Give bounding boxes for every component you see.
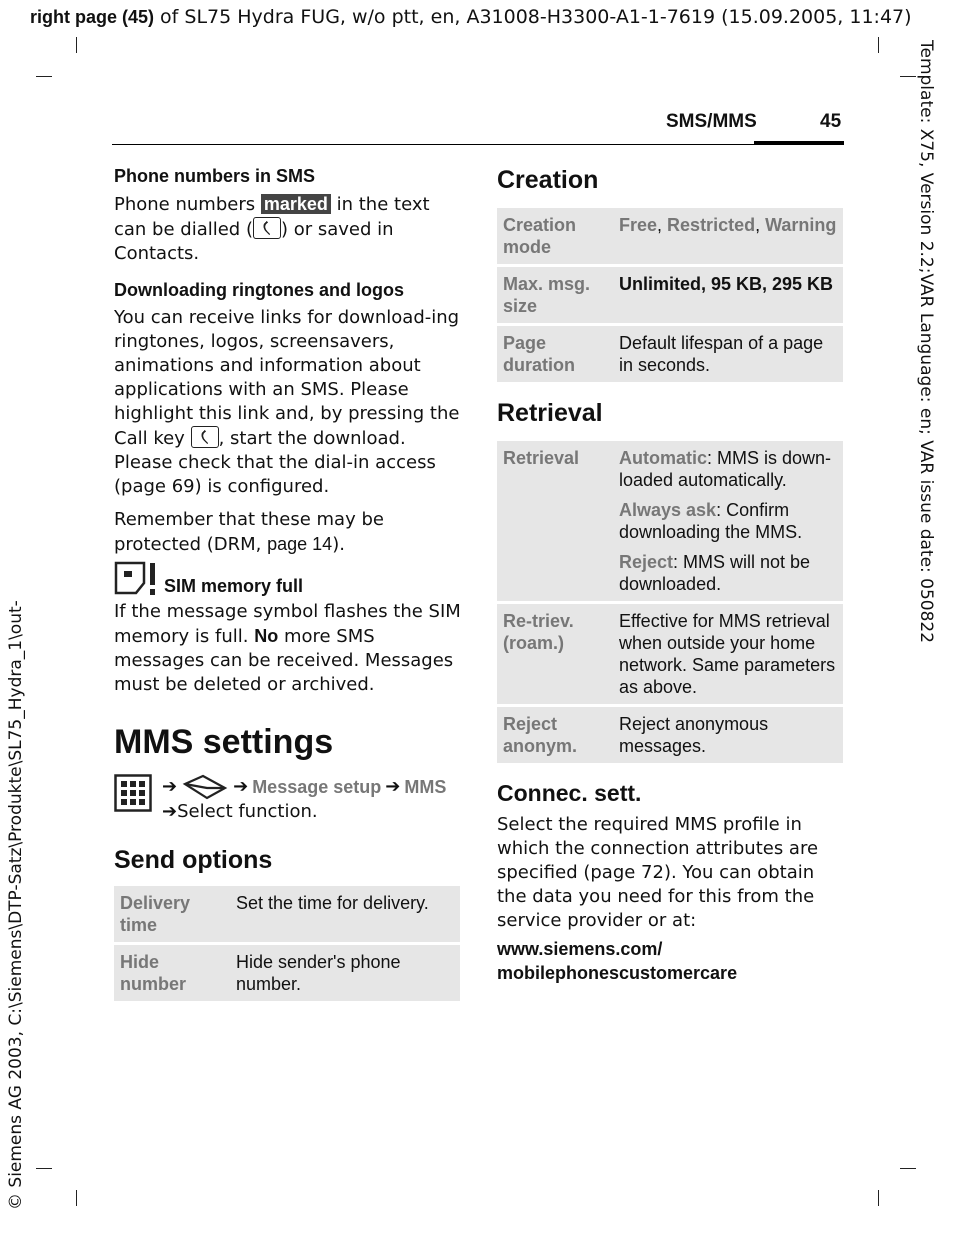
menu-item-mms: MMS: [404, 777, 447, 797]
menu-item-message-setup: Message setup: [252, 777, 382, 797]
retrieval-roaming-value: Effective for MMS retrieval when outside your home network. Same parameters as above.: [613, 604, 843, 704]
menu-navigation: [114, 774, 464, 824]
hide-number-key: Hide number: [114, 945, 230, 1001]
print-info-text: of SL75 Hydra FUG, w/o ptt, en, A31008-H3300-A1-1-7619 (15.09.2005, 11:47): [154, 6, 912, 28]
sim-memory-paragraph: If the message symbol flashes the SIM memory is full. No more SMS messages can be received. Messages must be deleted or archived.: [114, 601, 461, 695]
table-row: [497, 267, 843, 323]
call-key-icon: [253, 217, 281, 239]
no-emphasis: No: [254, 626, 279, 646]
arrow-icon: ➔: [162, 801, 178, 822]
table-row: [497, 208, 843, 264]
sim-memory-heading: SIM memory full: [164, 576, 304, 596]
crop-mark: [76, 1190, 77, 1206]
ringtones-paragraph: You can receive links for download-ing ringtones, logos, screensavers, animations and information about applications with an SMS. Please highlight this link and, by pressing the Call key , start the download. Please check that the dial-in access (page 69) is configured.: [114, 307, 460, 497]
sim-memory-heading-row: [114, 561, 464, 597]
creation-mode-value: Free, Restricted, Warning: [613, 208, 843, 264]
delivery-time-value: Set the time for delivery.: [230, 886, 460, 942]
header-rule: [112, 144, 844, 145]
table-row: [497, 326, 843, 382]
hide-number-value: Hide sender's phone number.: [230, 945, 460, 1001]
connection-settings-title: Connec. sett.: [497, 780, 642, 806]
siemens-url[interactable]: www.siemens.com/ mobilephonescustomercare: [497, 939, 738, 983]
page-number: 45: [820, 111, 842, 132]
retrieval-value: Automatic: MMS is down-loaded automatically. Always ask: Confirm downloading the MMS. Reject: MMS will not be downloaded.: [613, 441, 843, 601]
header-rule-thick: [754, 141, 844, 145]
drm-paragraph: Remember that these may be protected (DRM, page 14).: [114, 509, 384, 555]
mms-settings-title: MMS settings: [114, 723, 334, 761]
table-row: [497, 441, 843, 601]
table-row: [114, 945, 460, 1001]
connection-settings-paragraph: Select the required MMS profile in which the connection attributes are specified (page 72). You can obtain the data you need for this from the service provider or at:: [497, 814, 819, 931]
table-row: [497, 604, 843, 704]
crop-mark: [36, 76, 52, 77]
creation-title: Creation: [497, 166, 599, 194]
retrieval-roaming-key: Re-triev.(roam.): [497, 604, 613, 704]
crop-mark: [36, 1168, 52, 1169]
send-options-title: Send options: [114, 846, 273, 874]
delivery-time-key: Delivery time: [114, 886, 230, 942]
ringtones-heading: Downloading ringtones and logos: [114, 280, 404, 300]
print-info-bar: [30, 6, 912, 28]
page-duration-key: Page duration: [497, 326, 613, 382]
phone-numbers-paragraph: Phone numbers marked in the text can be dialled ( ) or saved in Contacts.: [114, 194, 430, 264]
right-column: [497, 166, 843, 985]
table-row: [497, 707, 843, 763]
table-row: [114, 886, 460, 942]
reject-option: Reject: [619, 552, 674, 572]
template-info: Template: X75, Version 2.2;VAR Language: en; VAR issue date: 050822: [916, 40, 936, 644]
print-info-bold: right page (45): [30, 7, 155, 27]
max-msg-size-key: Max. msg. size: [497, 267, 613, 323]
menu-grid-icon: [114, 774, 152, 812]
page-duration-value: Default lifespan of a page in seconds.: [613, 326, 843, 382]
left-column: [114, 166, 464, 1004]
call-key-icon: [191, 426, 219, 448]
crop-mark: [900, 76, 916, 77]
retrieval-table: [497, 438, 843, 766]
max-msg-size-value: Unlimited, 95 KB, 295 KB: [613, 267, 843, 323]
arrow-icon: ➔: [385, 776, 401, 797]
select-function-text: Select function.: [177, 801, 318, 822]
send-options-table: [114, 883, 460, 1004]
marked-label: marked: [261, 194, 331, 214]
creation-mode-key: Creation mode: [497, 208, 613, 264]
crop-mark: [76, 37, 77, 53]
page-reference: page 14: [267, 534, 333, 554]
arrow-icon: ➔: [233, 776, 249, 797]
phone-numbers-heading: Phone numbers in SMS: [114, 166, 316, 186]
crop-mark: [878, 37, 879, 53]
retrieval-key: Retrieval: [497, 441, 613, 601]
automatic-option: Automatic: [619, 448, 708, 468]
crop-mark: [878, 1190, 879, 1206]
creation-table: [497, 205, 843, 385]
reject-anonym-value: Reject anonymous messages.: [613, 707, 843, 763]
arrow-icon: ➔: [162, 776, 178, 797]
crop-mark: [900, 1168, 916, 1169]
retrieval-title: Retrieval: [497, 399, 603, 427]
reject-anonym-key: Reject anonym.: [497, 707, 613, 763]
section-header: SMS/MMS: [666, 111, 757, 132]
copyright-path: © Siemens AG 2003, C:\Siemens\DTP-Satz\Produkte\SL75_Hydra_1\out-: [6, 600, 26, 1210]
sim-warning-icon: [114, 561, 158, 597]
envelope-icon: [181, 774, 229, 800]
always-ask-option: Always ask: [619, 500, 717, 520]
